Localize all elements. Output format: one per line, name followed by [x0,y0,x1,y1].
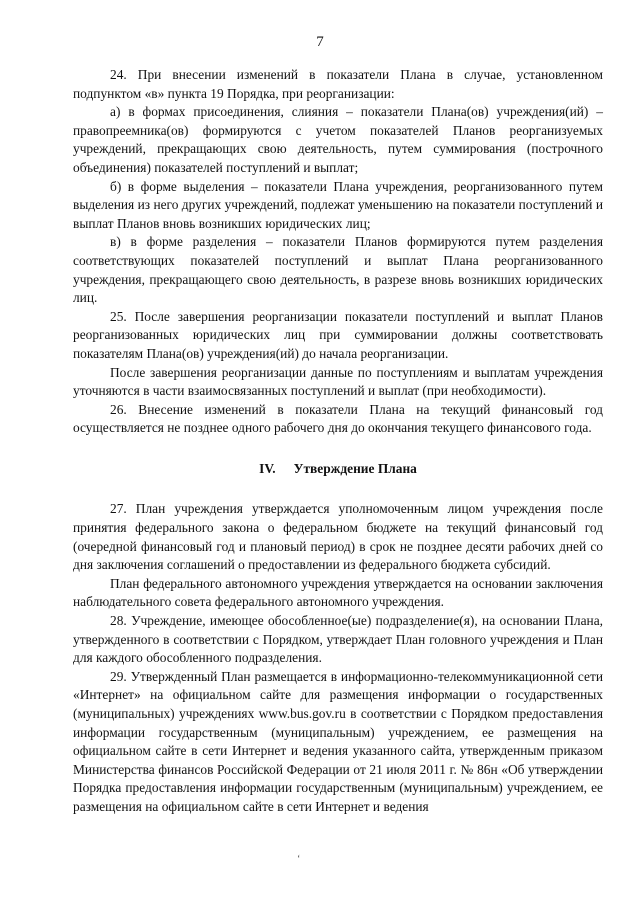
paragraph-26: 26. Внесение изменений в показатели Плана на текущий финансовый год осуществляется не позднее одного рабочего дня до окончания текущего финансового года. [73,401,603,436]
paragraph-24c: в) в форме разделения – показатели Планов формируются путем разделения соответствующих показателей поступлений и выплат Плана реорганизованного учреждения, прекращающего свою деятельность, в разрезе вновь возникших юридических лиц. [73,234,603,306]
paragraph-24b: б) в форме выделения – показатели Плана учреждения, реорганизованного путем выделения из него других учреждений, подлежат уменьшению на показатели поступлений и выплат Планов вновь возникших юридических лиц; [73,178,603,231]
paragraph-25-cont: После завершения реорганизации данные по поступлениям и выплатам учреждения уточняются в части взаимосвязанных поступлений и выплат (при необходимости). [73,364,603,399]
document-body [73,66,603,817]
paragraph-27: 27. План учреждения утверждается уполномоченным лицом учреждения после принятия федерального закона о федеральном бюджете на текущий финансовый год (очередной финансовый год и плановый период) в срок не позднее десяти рабочих дней со дня заключения соглашений о предоставлении из федерального бюджета субсидий. [73,501,603,573]
paragraph-28: 28. Учреждение, имеющее обособленное(ые) подразделение(я), на основании Плана, утвержденного в соответствии с Порядком, утверждает План головного учреждения и План для каждого обособленного подразделения. [73,613,603,666]
section-heading [73,460,603,479]
paragraph-24a: а) в формах присоединения, слияния – показатели Плана(ов) учреждения(ий) – правопреемника(ов) формируются с учетом показателей Планов реорганизуемых учреждений, прекращающих свою деятельность, путем суммирования (построчного объединения) показателей поступлений и выплат; [73,104,603,175]
section-number: IV. [259,460,276,476]
page-number: 7 [316,34,324,50]
paragraph-25: 25. После завершения реорганизации показатели поступлений и выплат Планов реорганизованных юридических лиц при суммировании должны соответствовать показателям Плана(ов) учреждения(ий) до начала реорганизации. [73,308,603,361]
paragraph-29: 29. Утвержденный План размещается в информационно-телекоммуникационной сети «Интернет» на официальном сайте для размещения информации о государственных (муниципальных) учреждениях www.bus.gov.ru в соответствии с Порядком предоставления информации государственным (муниципальным) учреждением, ее размещения на официальном сайте в сети Интернет и ведения указанного сайта, утвержденным приказом Министерства финансов Российской Федерации от 21 июля 2011 г. № 86н «Об утверждении Порядка предоставления информации государственным (муниципальным) учреждением, ее размещения на официальном сайте в сети Интернет и ведения [73,668,603,814]
paragraph-27-cont: План федерального автономного учреждения утверждается на основании заключения наблюдательного совета федерального автономного учреждения. [73,575,603,610]
section-title: Утверждение Плана [293,460,417,476]
paragraph-24: 24. При внесении изменений в показатели Плана в случае, установленном подпунктом «в» пункта 19 Порядка, при реорганизации: [73,67,603,101]
footer-mark: ‘ [297,854,301,865]
